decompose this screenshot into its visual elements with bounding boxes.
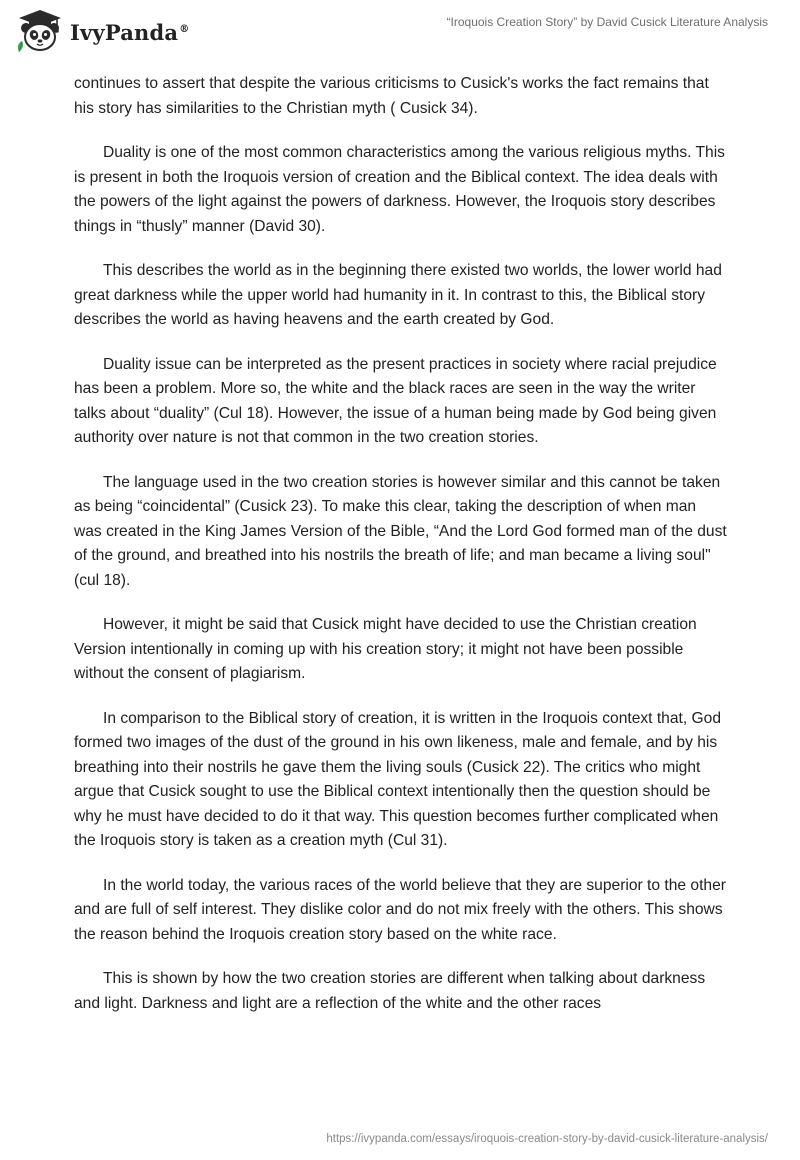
- paragraph: This is shown by how the two creation stories are different when talking about darkness and light. Darkness and light are a reflection of the white and the other races: [74, 970, 706, 1012]
- paragraph: This describes the world as in the beginning there existed two worlds, the lower world had great darkness while the upper world had humanity in it. In contrast to this, the Biblical story describes the world as having heavens and the earth created by God.: [74, 262, 722, 328]
- panda-graduate-icon: [14, 8, 66, 54]
- page-header: [0, 0, 800, 60]
- paragraph: In the world today, the various races of the world believe that they are superior to the other and are full of self interest. They dislike color and do not mix freely with the others. This shows the reason behind the Iroquois creation story based on the white race.: [74, 876, 726, 943]
- paragraph: The language used in the two creation stories is however similar and this cannot be taken as being “coincidental” (Cusick 23). To make this clear, taking the description of when man was created in the King James Version of the Bible, “And the Lord God formed man of the dust of the ground, and breathed into his nostrils the breath of life; and man became a living soul" (cul 18).: [74, 473, 727, 589]
- paragraph: In comparison to the Biblical story of creation, it is written in the Iroquois context that, God formed two images of the dust of the ground in his own likeness, male and female, and by his breathing into their nostrils he gave them the living souls (Cusick 22). The critics who might argue that Cusick sought to use the Biblical context intentionally then the question should be why he must have decided to do it that way. This question becomes further complicated when the Iroquois story is taken as a creation myth (Cul 31).: [74, 709, 721, 849]
- brand-name: IvyPanda®: [70, 19, 190, 45]
- document-title: “Iroquois Creation Story” by David Cusick Literature Analysis: [446, 15, 768, 29]
- essay-body: [74, 72, 728, 1036]
- paragraph: Duality issue can be interpreted as the present practices in society where racial prejudice has been a problem. More so, the white and the black races are seen in the way the writer talks about “duality” (Cul 18). However, the issue of a human being made by God being given authority over nature is not that common in the two creation stories.: [74, 355, 717, 446]
- paragraph: However, it might be said that Cusick might have decided to use the Christian creation Version intentionally in coming up with his creation story; it might not have been possible without the consent of plagiarism.: [74, 616, 697, 682]
- paragraph: Duality is one of the most common characteristics among the various religious myths. This is present in both the Iroquois version of creation and the Biblical context. The idea deals with the powers of the light against the powers of darkness. However, the Iroquois story describes things in “thusly” manner (David 30).: [74, 144, 725, 235]
- registered-mark: ®: [179, 23, 190, 35]
- ivypanda-logo[interactable]: [14, 8, 189, 54]
- source-url-link[interactable]: https://ivypanda.com/essays/iroquois-creation-story-by-david-cusick-literature-analysis/: [326, 1133, 768, 1145]
- paragraph: continues to assert that despite the various criticisms to Cusick's works the fact remains that his story has similarities to the Christian myth ( Cusick 34).: [74, 75, 709, 117]
